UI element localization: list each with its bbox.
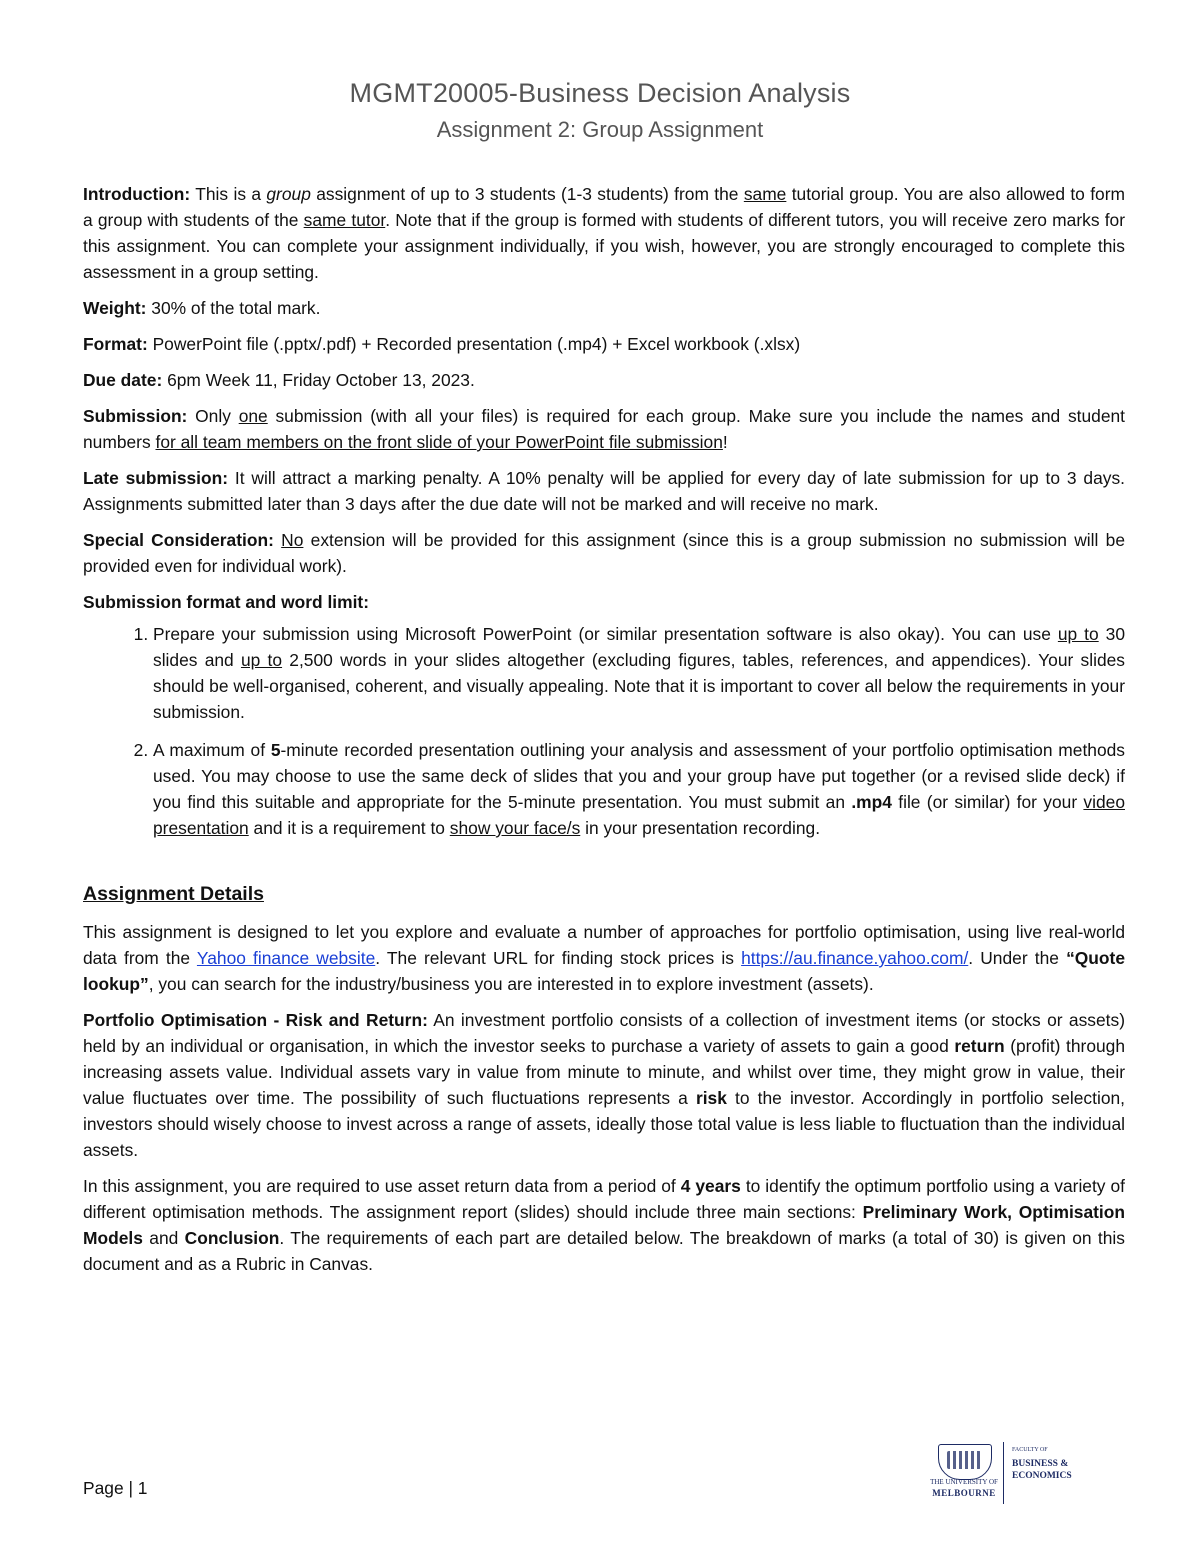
bold-run: Conclusion: [184, 1228, 280, 1248]
text-run: (profit) through increasing assets value. Individual assets vary in value from minute to minute, and whilst over time, they might grow in value, their value fluctuates over time. The possibility of such fluctuations represents a: [83, 1036, 1126, 1108]
underline-up-to: up to: [240, 650, 283, 670]
late-submission-text: It will attract a marking penalty. A 10% penalty will be applied for every day of late submission for up to 3 days. Assignments submitted later than 3 days after the due date will not be marked and will receive no mark.: [83, 468, 1125, 514]
weight-paragraph: [83, 295, 1125, 321]
bold-run: risk: [695, 1088, 727, 1108]
bold-run: 4 years: [680, 1176, 741, 1196]
details-paragraph-1: [83, 919, 1125, 997]
text-run: . The relevant URL for finding stock prices is: [375, 948, 742, 968]
bold-run: return: [954, 1036, 1005, 1056]
underline-one: one: [238, 406, 268, 426]
format-paragraph: [83, 331, 1125, 357]
special-consideration-paragraph: [83, 527, 1125, 579]
text-run: to the investor. Accordingly in portfolio selection, investors should wisely choose to invest across a range of assets, ideally those total value is less liable to fluctuation than the individual assets.: [83, 1088, 1125, 1160]
requirements-list: [83, 621, 1125, 841]
details-paragraph-3: [83, 1173, 1125, 1277]
word-limit-heading-paragraph: [83, 589, 1125, 615]
text-run: to identify the optimum portfolio using a variety of different optimisation methods. The assignment report (slides) should include three main sections:: [83, 1176, 1125, 1222]
introduction-label: Introduction:: [83, 184, 191, 204]
underline-same: same: [743, 184, 787, 204]
text-run: -minute recorded presentation outlining your analysis and assessment of your portfolio optimisation methods used. You may choose to use the same deck of slides that you and your group have put together (or a revised slide deck) if you find this suitable and appropriate for the 5-minute presentation. You must submit an: [153, 740, 1125, 812]
due-date-value: 6pm Week 11, Friday October 13, 2023.: [162, 370, 475, 390]
page-number: Page | 1: [83, 1478, 148, 1498]
text-run: assignment of up to 3 students (1-3 students) from the: [310, 184, 744, 204]
university-logo: [930, 1440, 1090, 1500]
text-run: . Note that if the group is formed with students of different tutors, you will receive zero marks for this assignment. You can complete your assignment individually, if you wish, however, you are strongly encouraged to complete this assessment in a group setting.: [83, 210, 1125, 282]
text-run: This assignment is designed to let you explore and evaluate a number of approaches for portfolio optimisation, using live real-world data from the: [83, 922, 1125, 968]
text-run: and: [142, 1228, 185, 1248]
logo-faculty-line2: ECONOMICS: [1012, 1471, 1072, 1481]
text-run: 30 slides and: [153, 624, 1125, 670]
due-date-paragraph: [83, 367, 1125, 393]
text-run: and it is a requirement to: [248, 818, 450, 838]
risk-return-label: Portfolio Optimisation - Risk and Return:: [83, 1010, 428, 1030]
introduction-paragraph: [83, 181, 1125, 285]
text-run: !: [722, 432, 728, 452]
word-limit-label: Submission format and word limit:: [83, 592, 369, 612]
format-value: PowerPoint file (.pptx/.pdf) + Recorded presentation (.mp4) + Excel workbook (.xlsx): [147, 334, 801, 354]
underline-video-presentation: video presentation: [153, 792, 1125, 838]
text-run: Only: [187, 406, 239, 426]
text-run: 2,500 words in your slides altogether (excluding figures, tables, references, and appendices). Your slides should be well-organised, coherent, and visually appealing. Note that it is important to cover all below the requirements in your submission.: [153, 650, 1125, 722]
text-run: A maximum of: [153, 740, 271, 760]
submission-paragraph: [83, 403, 1125, 455]
text-run: in your presentation recording.: [580, 818, 821, 838]
underline-show-face: show your face/s: [449, 818, 581, 838]
bold-run: “Quote lookup”: [83, 948, 1126, 994]
document-body: [83, 181, 1125, 1287]
due-date-label: Due date:: [83, 370, 163, 390]
underline-same-tutor: same tutor: [303, 210, 386, 230]
details-paragraph-2: [83, 1007, 1125, 1163]
text-run: In this assignment, you are required to use asset return data from a period of: [83, 1176, 681, 1196]
document-title: MGMT20005-Business Decision Analysis: [349, 78, 851, 108]
list-item: [153, 737, 1125, 841]
weight-label: Weight:: [83, 298, 147, 318]
submission-label: Submission:: [83, 406, 188, 426]
logo-divider: [1003, 1442, 1004, 1504]
text-run: . Under the: [968, 948, 1067, 968]
crest-icon: [938, 1444, 992, 1480]
late-submission-label: Late submission:: [83, 468, 229, 488]
bold-run: 5: [270, 740, 281, 760]
text-run: submission (with all your files) is required for each group. Make sure you include the names and student numbers: [83, 406, 1126, 452]
text-run: file (or similar) for your: [891, 792, 1084, 812]
text-run: Prepare your submission using Microsoft PowerPoint (or similar presentation software is also okay). You can use: [153, 624, 1058, 644]
underline-up-to: up to: [1057, 624, 1099, 644]
document-subtitle: Assignment 2: Group Assignment: [436, 117, 764, 142]
text-run: , you can search for the industry/business you are interested in to explore investment (assets).: [148, 974, 874, 994]
emphasis-group: group: [266, 184, 311, 204]
special-consideration-label: Special Consideration:: [83, 530, 274, 550]
text-run: . The requirements of each part are detailed below. The breakdown of marks (a total of 30) is given on this document and as a Rubric in Canvas.: [83, 1228, 1125, 1274]
assignment-details-heading: Assignment Details: [83, 883, 264, 905]
underline-no: No: [281, 530, 304, 550]
bold-run: Preliminary Work, Optimisation Models: [83, 1202, 1125, 1248]
list-item: [153, 621, 1125, 725]
logo-faculty-of: FACULTY OF: [1012, 1447, 1048, 1453]
weight-value: 30% of the total mark.: [146, 298, 321, 318]
logo-university-of: THE UNIVERSITY OF: [930, 1478, 998, 1486]
late-submission-paragraph: [83, 465, 1125, 517]
logo-university-name: MELBOURNE: [932, 1488, 996, 1498]
text-run: An investment portfolio consists of a collection of investment items (or stocks or assets) held by an individual or organisation, in which the investor seeks to purchase a variety of assets to gain a good: [83, 1010, 1125, 1056]
bold-run: .mp4: [851, 792, 892, 812]
text-run: This is a: [190, 184, 267, 204]
logo-faculty-line1: BUSINESS &: [1012, 1459, 1069, 1469]
yahoo-url-link[interactable]: https://au.finance.yahoo.com/: [741, 948, 969, 968]
text-run: tutorial group. You are also allowed to form a group with students of the: [83, 184, 1125, 230]
text-run: extension will be provided for this assignment (since this is a group submission no submission will be provided even for individual work).: [83, 530, 1125, 576]
format-label: Format:: [83, 334, 148, 354]
yahoo-finance-link[interactable]: Yahoo finance website: [196, 948, 376, 968]
underline-front-slide: for all team members on the front slide of your PowerPoint file submission: [155, 432, 723, 452]
